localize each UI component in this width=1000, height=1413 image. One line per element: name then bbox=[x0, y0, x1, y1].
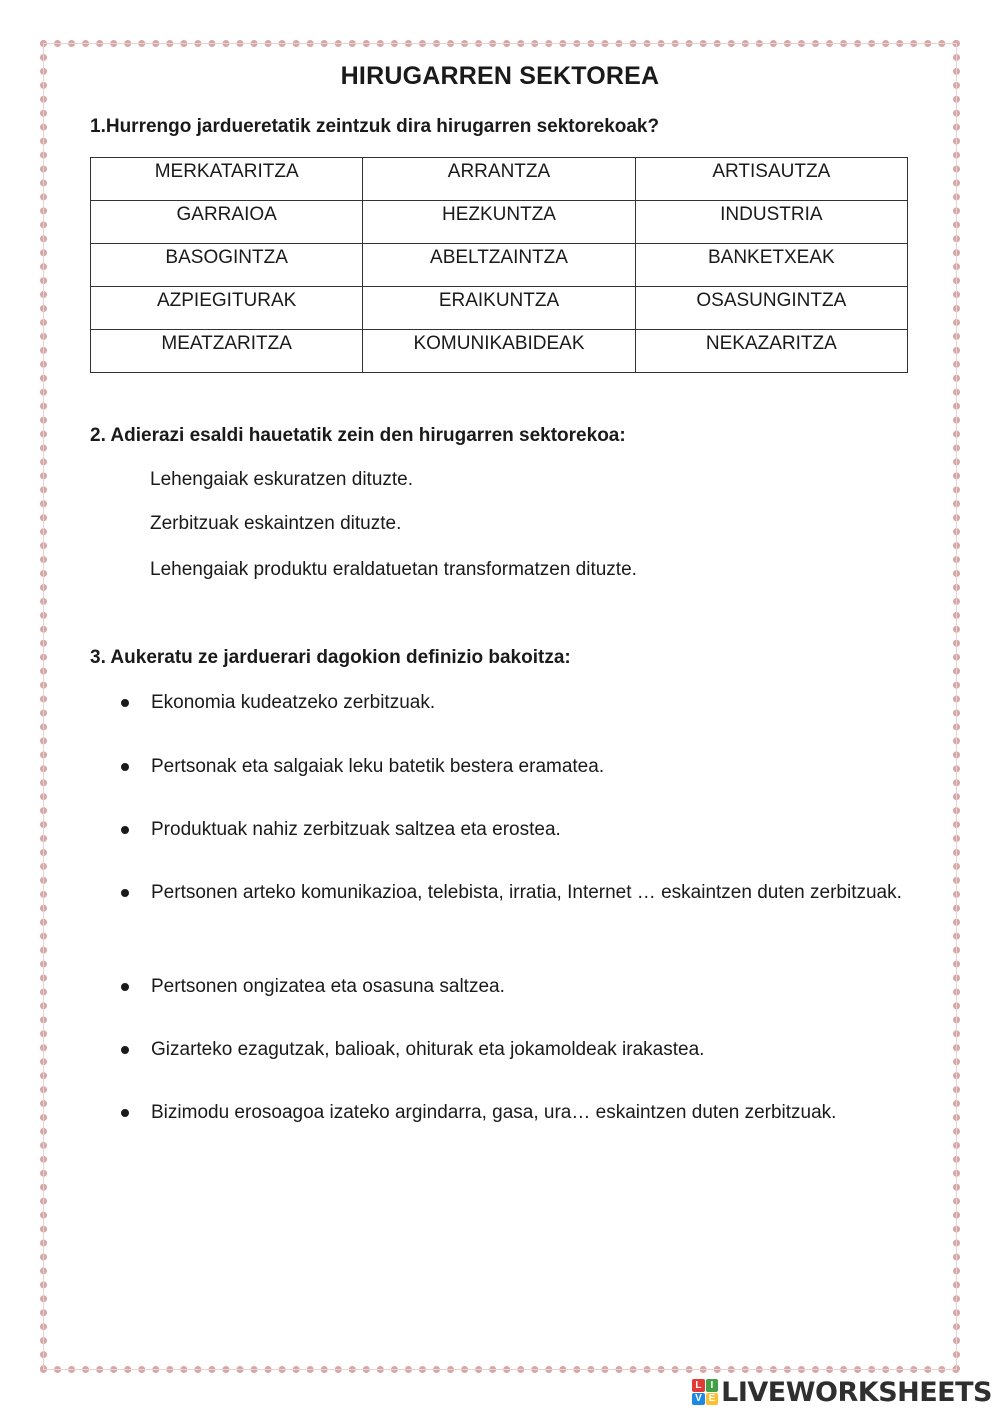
bullet-icon bbox=[121, 1109, 129, 1117]
definition-text: Gizarteko ezagutzak, balioak, ohiturak eta jokamoldeak irakastea. bbox=[151, 1039, 705, 1060]
bullet-icon bbox=[121, 889, 129, 897]
logo-letter: V bbox=[692, 1393, 705, 1406]
table-cell[interactable]: ARTISAUTZA bbox=[635, 158, 907, 201]
table-cell[interactable]: BANKETXEAK bbox=[635, 244, 907, 287]
logo-letter: I bbox=[706, 1379, 719, 1392]
definition-text: Produktuak nahiz zerbitzuak saltzea eta erostea. bbox=[151, 819, 561, 840]
statement-option[interactable]: Lehengaiak eskuratzen dituzte. bbox=[150, 469, 414, 490]
bullet-icon bbox=[121, 699, 129, 707]
table-row bbox=[91, 201, 908, 244]
liveworksheets-logo[interactable] bbox=[692, 1377, 992, 1407]
table-cell[interactable]: GARRAIOA bbox=[91, 201, 363, 244]
question-3-heading: 3. Aukeratu ze jarduerari dagokion definizio bakoitza: bbox=[90, 647, 571, 668]
liveworksheets-logo-icon bbox=[692, 1379, 718, 1405]
activities-table bbox=[90, 157, 908, 373]
definition-text: Pertsonen arteko komunikazioa, telebista, irratia, Internet … eskaintzen duten zerbitzuak. bbox=[151, 882, 902, 903]
definition-text: Bizimodu erosoagoa izateko argindarra, gasa, ura… eskaintzen duten zerbitzuak. bbox=[151, 1102, 837, 1123]
table-cell[interactable]: AZPIEGITURAK bbox=[91, 287, 363, 330]
table-cell[interactable]: HEZKUNTZA bbox=[363, 201, 635, 244]
table-cell[interactable]: ARRANTZA bbox=[363, 158, 635, 201]
table-cell[interactable]: MEATZARITZA bbox=[91, 330, 363, 373]
table-row bbox=[91, 330, 908, 373]
table-cell[interactable]: INDUSTRIA bbox=[635, 201, 907, 244]
statement-option[interactable]: Lehengaiak produktu eraldatuetan transformatzen dituzte. bbox=[150, 559, 637, 580]
page-title: HIRUGARREN SEKTOREA bbox=[340, 62, 660, 90]
bullet-icon bbox=[121, 826, 129, 834]
bullet-icon bbox=[121, 983, 129, 991]
statement-option[interactable]: Zerbitzuak eskaintzen dituzte. bbox=[150, 513, 402, 534]
logo-letter: E bbox=[706, 1393, 719, 1406]
table-cell[interactable]: KOMUNIKABIDEAK bbox=[363, 330, 635, 373]
logo-letter: L bbox=[692, 1379, 705, 1392]
question-2-heading: 2. Adierazi esaldi hauetatik zein den hirugarren sektorekoa: bbox=[90, 425, 626, 446]
table-cell[interactable]: NEKAZARITZA bbox=[635, 330, 907, 373]
table-row bbox=[91, 158, 908, 201]
table-cell[interactable]: ABELTZAINTZA bbox=[363, 244, 635, 287]
table-cell[interactable]: OSASUNGINTZA bbox=[635, 287, 907, 330]
bullet-icon bbox=[121, 1046, 129, 1054]
definition-text: Ekonomia kudeatzeko zerbitzuak. bbox=[151, 692, 436, 713]
logo-wordmark: LIVEWORKSHEETS bbox=[721, 1376, 992, 1408]
table-cell[interactable]: BASOGINTZA bbox=[91, 244, 363, 287]
definition-text: Pertsonen ongizatea eta osasuna saltzea. bbox=[151, 976, 505, 997]
table-row bbox=[91, 244, 908, 287]
bullet-icon bbox=[121, 763, 129, 771]
table-row bbox=[91, 287, 908, 330]
table-cell[interactable]: ERAIKUNTZA bbox=[363, 287, 635, 330]
question-1-heading: 1.Hurrengo jardueretatik zeintzuk dira hirugarren sektorekoak? bbox=[90, 116, 660, 137]
table-cell[interactable]: MERKATARITZA bbox=[91, 158, 363, 201]
definition-text: Pertsonak eta salgaiak leku batetik bestera eramatea. bbox=[151, 756, 605, 777]
